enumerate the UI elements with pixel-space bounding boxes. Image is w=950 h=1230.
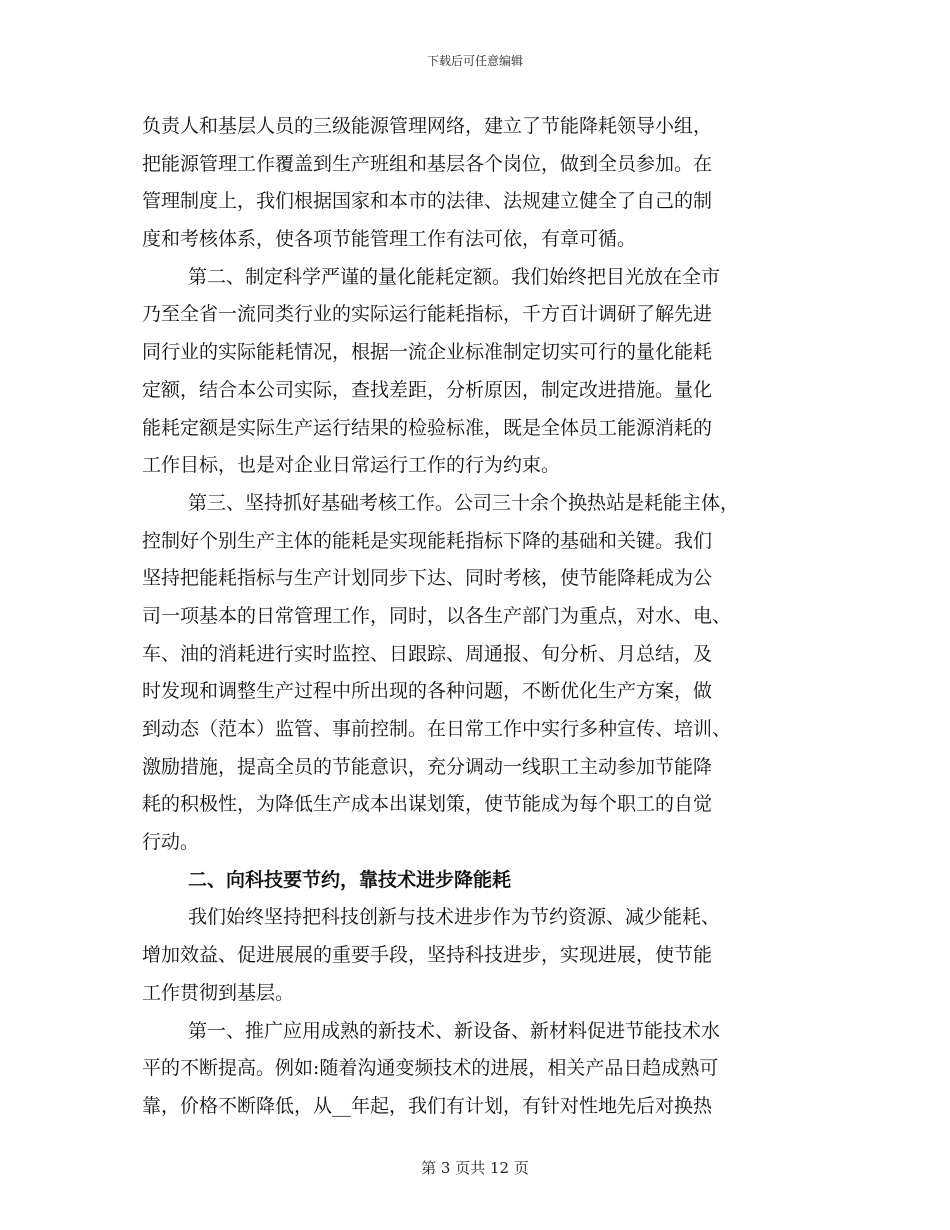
text-line: 工作目标，也是对企业日常运行工作的行为约束。 <box>142 454 561 477</box>
page-footer: 第 3 页共 12 页 <box>421 1159 529 1177</box>
section-heading: 二、向科技要节约，靠技术进步降能耗 <box>188 868 512 891</box>
text-line: 控制好个别生产主体的能耗是实现能耗指标下降的基础和关键。我们 <box>142 529 713 552</box>
text-line: 坚持把能耗指标与生产计划同步下达、同时考核，使节能降耗成为公 <box>142 567 713 590</box>
text-line: 激励措施，提高全员的节能意识，充分调动一线职工主动参加节能降 <box>142 755 713 778</box>
text-line: 管理制度上，我们根据国家和本市的法律、法规建立健全了自己的制 <box>142 190 713 213</box>
text-line: 司一项基本的日常管理工作，同时，以各生产部门为重点，对水、电、 <box>142 604 732 627</box>
paragraph-first-line: 我们始终坚持把科技创新与技术进步作为节约资源、减少能耗、 <box>188 906 721 929</box>
text-line: 工作贯彻到基层。 <box>142 981 295 1004</box>
document-body <box>142 108 807 1126</box>
text-line: 定额，结合本公司实际，查找差距，分析原因，制定改进措施。量化 <box>142 378 713 401</box>
text-line: 乃至全省一流同类行业的实际运行能耗指标，千方百计调研了解先进 <box>142 303 713 326</box>
text-line: 靠，价格不断降低，从__年起，我们有计划，有针对性地先后对换热 <box>142 1094 713 1117</box>
text-line: 度和考核体系，使各项节能管理工作有法可依，有章可循。 <box>142 228 637 251</box>
text-line: 能耗定额是实际生产运行结果的检验标准，既是全体员工能源消耗的 <box>142 416 713 439</box>
text-line: 增加效益、促进展展的重要手段，坚持科技进步，实现进展，使节能 <box>142 944 713 967</box>
paragraph-first-line: 第三、坚持抓好基础考核工作。公司三十余个换热站是耗能主体， <box>188 491 740 514</box>
text-line: 到动态（范本）监管、事前控制。在日常工作中实行多种宣传、培训、 <box>142 718 732 740</box>
text-line: 耗的积极性，为降低生产成本出谋划策，使节能成为每个职工的自觉 <box>142 793 713 816</box>
page-header: 下载后可任意编辑 <box>426 54 523 68</box>
text-line: 把能源管理工作覆盖到生产班组和基层各个岗位，做到全员参加。在 <box>142 152 713 175</box>
text-line: 平的不断提高。例如:随着沟通变频技术的进展，相关产品日趋成熟可 <box>142 1057 719 1080</box>
text-line: 时发现和调整生产过程中所出现的各种问题，不断优化生产方案，做 <box>142 680 713 703</box>
text-line: 同行业的实际能耗情况，根据一流企业标准制定切实可行的量化能耗 <box>142 341 713 364</box>
text-line: 行动。 <box>142 831 200 854</box>
paragraph-first-line: 第二、制定科学严谨的量化能耗定额。我们始终把目光放在全市 <box>188 265 721 288</box>
text-line: 车、油的消耗进行实时监控、日跟踪、周通报、旬分析、月总结，及 <box>142 642 713 665</box>
text-line: 负责人和基层人员的三级能源管理网络，建立了节能降耗领导小组， <box>142 115 713 137</box>
paragraph-first-line: 第一、推广应用成熟的新技术、新设备、新材料促进节能技术水 <box>188 1019 721 1042</box>
